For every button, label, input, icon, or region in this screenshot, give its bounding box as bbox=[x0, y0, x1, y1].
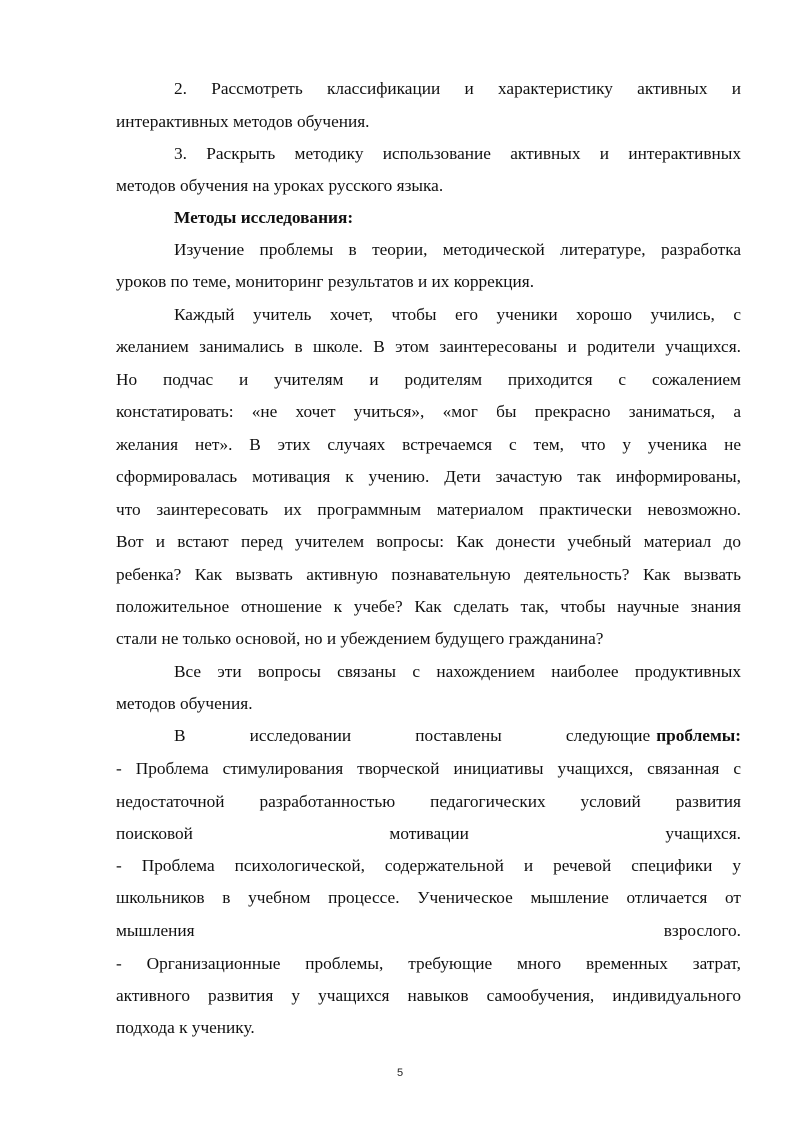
text-line: констатировать: «не хочет учиться», «мог бы прекрасно заниматься, а bbox=[116, 402, 741, 421]
problems-intro-text: В исследовании поставлены следующие bbox=[174, 726, 651, 745]
text-line: положительное отношение к учебе? Как сделать так, чтобы научные знания bbox=[116, 597, 741, 616]
text-line: - Проблема стимулирования творческой инициативы учащихся, связанная с bbox=[116, 759, 741, 778]
text-line: сформировалась мотивация к учению. Дети зачастую так информированы, bbox=[116, 467, 741, 486]
text-line: - Организационные проблемы, требующие много временных затрат, bbox=[116, 954, 741, 973]
text-line: Вот и встают перед учителем вопросы: Как донести учебный материал до bbox=[116, 532, 741, 551]
text-line: 3. Раскрыть методику использование активных и интерактивных bbox=[174, 144, 741, 163]
text-line: Все эти вопросы связаны с нахождением наиболее продуктивных bbox=[174, 662, 741, 681]
problems-label: проблемы: bbox=[656, 726, 741, 745]
text-line: желания нет». В этих случаях встречаемся с тем, что у ученика не bbox=[116, 435, 741, 454]
text-line: - Проблема психологической, содержательной и речевой специфики у bbox=[116, 856, 741, 875]
text-line: стали не только основой, но и убеждением будущего гражданина? bbox=[116, 629, 604, 648]
text-line: активного развития у учащихся навыков самообучения, индивидуального bbox=[116, 986, 741, 1005]
problems-intro-line bbox=[174, 727, 741, 744]
text-line: поисковой мотивации учащихся. bbox=[116, 824, 741, 843]
text-line: 2. Рассмотреть классификации и характеристику активных и bbox=[174, 79, 741, 98]
text-line: интерактивных методов обучения. bbox=[116, 112, 370, 131]
text-line: методов обучения на уроках русского языка. bbox=[116, 176, 444, 195]
text-line: ребенка? Как вызвать активную познавательную деятельность? Как вызвать bbox=[116, 565, 741, 584]
text-line: уроков по теме, мониторинг результатов и их коррекция. bbox=[116, 272, 535, 291]
text-line: Изучение проблемы в теории, методической литературе, разработка bbox=[174, 240, 741, 259]
text-line: методов обучения. bbox=[116, 694, 253, 713]
text-line: Каждый учитель хочет, чтобы его ученики хорошо учились, с bbox=[174, 305, 741, 324]
text-line: школьников в учебном процессе. Ученическое мышление отличается от bbox=[116, 888, 741, 907]
text-line: подхода к ученику. bbox=[116, 1018, 255, 1037]
text-line: что заинтересовать их программным материалом практически невозможно. bbox=[116, 500, 741, 519]
text-line: мышления взрослого. bbox=[116, 921, 741, 940]
text-line: желанием занимались в школе. В этом заинтересованы и родители учащихся. bbox=[116, 337, 741, 356]
section-heading: Методы исследования: bbox=[174, 208, 354, 227]
text-line: Но подчас и учителям и родителям приходится с сожалением bbox=[116, 370, 741, 389]
text-line: недостаточной разработанностью педагогических условий развития bbox=[116, 792, 741, 811]
page-number: 5 bbox=[396, 1067, 404, 1079]
